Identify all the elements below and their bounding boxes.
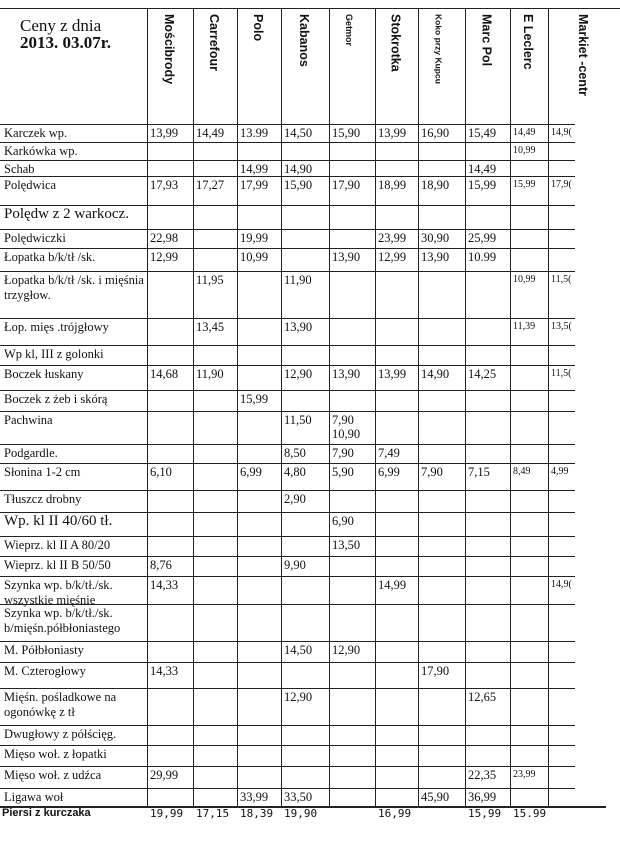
row-label: Podgardle.	[4, 446, 58, 460]
price-cell: 14,90	[284, 162, 313, 176]
footer-price: 17,15	[196, 807, 230, 820]
price-cell: 14,49	[468, 162, 497, 176]
price-cell: 13,99	[150, 126, 179, 140]
store-header: Markiet -centr	[576, 14, 590, 96]
row-divider	[0, 641, 575, 642]
store-header: Stokrotka	[388, 14, 403, 72]
price-cell: 12,99	[150, 250, 179, 264]
price-cell: 13,90	[421, 250, 450, 264]
price-cell: 13,90	[332, 250, 361, 264]
footer-label: Piersi z kurczaka	[2, 807, 91, 819]
price-cell: 11,90	[196, 367, 224, 381]
row-label: Wp kl, III z golonki	[4, 347, 104, 361]
price-cell: 17,9(	[551, 179, 572, 190]
price-cell: 14,90	[421, 367, 450, 381]
price-cell: 18,90	[421, 178, 450, 192]
price-cell: 12,90	[332, 643, 361, 657]
row-divider	[0, 662, 575, 663]
price-cell: 17,90	[332, 178, 361, 192]
price-cell: 14,50	[284, 126, 313, 140]
row-divider	[0, 390, 575, 391]
row-label: Łop. mięs .trójgłowy	[4, 320, 109, 334]
price-cell: 11,5(	[551, 274, 572, 285]
store-header: Marc Pol	[479, 14, 494, 67]
column-divider	[281, 8, 282, 806]
price-cell: 15,99	[468, 178, 497, 192]
price-cell: 7,49	[378, 446, 400, 460]
price-cell: 4,99	[551, 466, 569, 477]
footer-price: 19,99	[150, 807, 184, 820]
price-cell: 10,99	[513, 145, 536, 156]
price-cell: 33,99	[240, 790, 269, 804]
row-divider	[0, 318, 575, 319]
row-divider	[0, 688, 575, 689]
price-cell: 4,80	[284, 465, 306, 479]
footer-price: 19,90	[284, 807, 318, 820]
price-cell: 13,45	[196, 320, 225, 334]
row-divider	[0, 463, 575, 464]
price-cell: 11,95	[196, 273, 224, 287]
price-cell: 14,99	[378, 578, 407, 592]
price-cell: 30,90	[421, 231, 450, 245]
row-divider	[0, 365, 575, 366]
price-cell: 2,90	[284, 492, 306, 506]
row-divider	[0, 490, 575, 491]
row-label: Polędwiczki	[4, 231, 66, 245]
row-divider	[0, 142, 575, 143]
price-cell: 14,9(	[551, 579, 572, 590]
price-cell: 13,50	[332, 538, 361, 552]
price-cell: 33,50	[284, 790, 313, 804]
row-label: Wieprz. kl II B 50/50	[4, 558, 111, 572]
price-cell: 23,99	[513, 769, 536, 780]
price-cell: 18,99	[378, 178, 407, 192]
price-cell: 14,25	[468, 367, 497, 381]
price-cell: 14,99	[240, 162, 269, 176]
footer-price: 15.99	[513, 807, 547, 820]
row-label: Łopatka b/k/tł /sk. i mięśnia trzygłow.	[4, 273, 144, 302]
title-line-2: 2013. 03.07r.	[20, 33, 111, 52]
price-cell: 8,49	[513, 466, 531, 477]
price-cell: 8,50	[284, 446, 306, 460]
price-cell: 22,35	[468, 768, 497, 782]
price-cell: 6,90	[332, 514, 354, 528]
row-divider	[0, 411, 575, 412]
column-divider	[510, 8, 511, 806]
row-divider	[0, 124, 575, 125]
price-cell: 13,90	[332, 367, 361, 381]
row-label: Dwugłowy z półścięg.	[4, 727, 117, 741]
column-divider	[548, 8, 549, 806]
price-cell: 7,90	[421, 465, 443, 479]
price-cell: 19,99	[240, 231, 269, 245]
row-divider	[0, 160, 575, 161]
price-cell: 15,90	[332, 126, 361, 140]
price-cell: 6,99	[378, 465, 400, 479]
row-divider	[0, 444, 575, 445]
row-label: Łopatka b/k/tł /sk.	[4, 250, 96, 264]
store-header: Koko przy Kupcu	[433, 14, 444, 84]
price-cell: 36,99	[468, 790, 497, 804]
price-cell: 17,99	[240, 178, 269, 192]
price-cell: 10,99	[513, 274, 536, 285]
price-cell: 13,99	[378, 126, 407, 140]
price-cell: 14,33	[150, 578, 179, 592]
price-cell: 29,99	[150, 768, 179, 782]
price-cell: 14,50	[284, 643, 313, 657]
store-header: Kabanos	[297, 14, 311, 67]
price-cell: 9,90	[284, 558, 306, 572]
row-label: Mięso woł. z łopatki	[4, 747, 107, 761]
price-cell: 17,93	[150, 178, 179, 192]
price-cell: 8,76	[150, 558, 172, 572]
price-cell: 14,9(	[551, 127, 572, 138]
price-cell: 6,10	[150, 465, 172, 479]
column-divider	[418, 8, 419, 806]
row-label: Tłuszcz drobny	[4, 492, 82, 506]
row-label: Ligawa woł	[4, 790, 64, 804]
price-cell: 15,49	[468, 126, 497, 140]
row-divider	[0, 725, 575, 726]
row-divider	[0, 766, 575, 767]
table-top-line	[0, 8, 620, 9]
column-divider	[147, 8, 148, 806]
price-cell: 16,90	[421, 126, 450, 140]
price-cell: 10.99	[468, 250, 497, 264]
row-divider	[0, 271, 575, 272]
row-label: Wp. kl II 40/60 tł.	[4, 513, 113, 529]
price-cell: 6,99	[240, 465, 262, 479]
row-label: Wieprz. kl II A 80/20	[4, 538, 111, 552]
row-label: M. Czterogłowy	[4, 664, 86, 678]
price-cell: 22,98	[150, 231, 179, 245]
row-label: Pachwina	[4, 413, 53, 427]
price-cell: 15,90	[284, 178, 313, 192]
price-cell: 23,99	[378, 231, 407, 245]
row-label: Karkówka wp.	[4, 144, 78, 158]
footer-price: 18,39	[240, 807, 274, 820]
row-label: Karczek wp.	[4, 126, 68, 140]
row-divider	[0, 556, 575, 557]
row-label: Boczek z żeb i skórą	[4, 392, 108, 406]
price-cell: 12,65	[468, 690, 497, 704]
row-divider	[0, 745, 575, 746]
price-cell: 13,5(	[551, 321, 572, 332]
row-label: Słonina 1-2 cm	[4, 465, 81, 479]
price-cell: 11,39	[513, 321, 536, 332]
row-divider	[0, 788, 575, 789]
price-cell: 7,90	[332, 446, 354, 460]
price-cell: 11,90	[284, 273, 312, 287]
price-cell: 10,99	[240, 250, 269, 264]
price-cell: 11,50	[284, 413, 312, 427]
store-header: Mościbrody	[162, 14, 176, 85]
row-divider	[0, 345, 575, 346]
price-cell: 15,99	[240, 392, 269, 406]
price-cell: 13.99	[240, 126, 269, 140]
column-divider	[375, 8, 376, 806]
store-header: Polo	[251, 14, 265, 42]
footer-price: 15,99	[468, 807, 502, 820]
store-header: E Leclerc	[521, 14, 535, 70]
row-divider	[0, 536, 575, 537]
store-header: Getmor	[344, 14, 354, 47]
price-cell: 17,90	[421, 664, 450, 678]
price-cell: 11,5(	[551, 368, 572, 379]
price-cell: 12,90	[284, 690, 313, 704]
column-divider	[329, 8, 330, 806]
price-cell: 45,90	[421, 790, 450, 804]
price-cell: 15,99	[513, 179, 536, 190]
price-cell: 25,99	[468, 231, 497, 245]
row-label: Szynka wp. b/k/tł./sk. wszystkie mięśnie	[4, 578, 113, 607]
title-line-1: Ceny z dnia	[20, 16, 102, 35]
row-divider	[0, 248, 575, 249]
price-cell: 17,27	[196, 178, 225, 192]
column-divider	[193, 8, 194, 806]
store-header: Carrefour	[207, 14, 221, 71]
price-cell: 13,90	[284, 320, 313, 334]
column-divider	[465, 8, 466, 806]
column-divider	[237, 8, 238, 806]
row-label: M. Półbłoniasty	[4, 643, 84, 657]
price-cell: 14,49	[513, 127, 536, 138]
price-cell: 14,33	[150, 664, 179, 678]
price-cell: 5,90	[332, 465, 354, 479]
price-cell: 12,99	[378, 250, 407, 264]
price-cell: 12,90	[284, 367, 313, 381]
row-label: Mięso woł. z udźca	[4, 768, 102, 782]
price-cell: 7,15	[468, 465, 490, 479]
price-cell: 13,99	[378, 367, 407, 381]
row-label: Polędw z 2 warkocz.	[4, 206, 129, 222]
row-label: Mięśn. pośladkowe na ogonówkę z tł	[4, 690, 117, 719]
row-divider	[0, 576, 575, 577]
row-divider	[0, 229, 575, 230]
row-label: Szynka wp. b/k/tł./sk. b/mięśn.półbłoniastego	[4, 606, 121, 635]
row-label: Boczek łuskany	[4, 367, 84, 381]
row-label: Schab	[4, 162, 35, 176]
price-cell: 14,68	[150, 367, 179, 381]
row-label: Polędwica	[4, 178, 57, 192]
price-cell: 14,49	[196, 126, 225, 140]
price-cell: 7,90 10,90	[332, 413, 361, 441]
footer-price: 16,99	[378, 807, 412, 820]
